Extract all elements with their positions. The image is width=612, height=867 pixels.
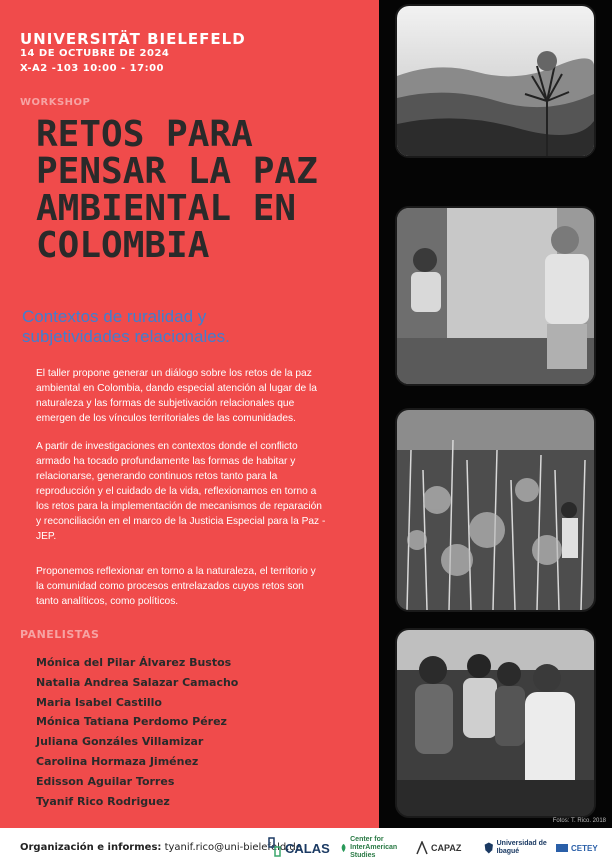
panelist-name: Tyanif Rico Rodriguez (36, 794, 170, 808)
landscape-photo (395, 4, 596, 158)
title-line: AMBIENTAL EN (36, 188, 297, 229)
paragraph-line: naturaleza y las formas de subjetivación relacionales que (36, 398, 295, 409)
calas-mark-icon (268, 837, 282, 859)
capaz-mark-icon (416, 841, 428, 855)
ibague-logo (484, 834, 548, 862)
paragraph-line: tanto analíticos, como políticos. (36, 596, 179, 607)
panelist-name: Mónica Tatiana Perdomo Pérez (36, 715, 227, 729)
women-portrait-photo (395, 206, 596, 386)
description-paragraph-2 (36, 439, 356, 544)
event-title (36, 116, 376, 264)
paragraph-line: JEP. (36, 531, 57, 542)
description-paragraph-1 (36, 366, 356, 426)
panelists-list (36, 653, 238, 811)
paragraph-line: la comunidad como procesos entrelazados cuyos retos son (36, 581, 304, 592)
description-paragraph-3 (36, 564, 356, 609)
panelist-name: Edisson Aguilar Torres (36, 774, 175, 788)
paragraph-line: El taller propone generar un diálogo sobre los retos de la paz (36, 368, 312, 379)
paragraph-line: Proponemos reflexionar en torno a la naturaleza, el territorio y (36, 566, 316, 577)
capaz-logo-text: CAPAZ (431, 842, 462, 853)
panelist-name: Maria Isabel Castillo (36, 695, 162, 709)
subtitle-line: subjetividades relacionales. (22, 327, 230, 346)
panelist-name: Natalia Andrea Salazar Camacho (36, 675, 239, 689)
footer (0, 828, 612, 867)
panelist-name: Mónica del Pilar Álvarez Bustos (36, 656, 232, 669)
title-line: COLOMBIA (36, 225, 210, 266)
paragraph-line: los retos para la implementación de mecanismos de reparación (36, 501, 322, 512)
workshop-label: WORKSHOP (20, 97, 91, 108)
calas-logo-text: CALAS (285, 840, 330, 856)
title-line: PENSAR LA PAZ (36, 151, 318, 192)
cias-logo-text: Center for InterAmerican Studies (350, 836, 398, 859)
contact-email[interactable]: tyanif.rico@uni-bielefeld.de (164, 842, 302, 853)
contact-info (20, 842, 302, 853)
paragraph-line: relacionarse, generando continuos retos tanto para la (36, 471, 278, 482)
cias-logo (340, 834, 406, 862)
community-meeting-photo (395, 628, 596, 818)
cetey-logo-text: CETEY (571, 843, 598, 853)
paragraph-line: reproducción y el cuidado de la vida, reflexionamos en torno a (36, 486, 317, 497)
cetey-logo (556, 834, 598, 862)
panelists-label: PANELISTAS (20, 628, 100, 641)
calas-logo (268, 834, 330, 862)
paragraph-line: y reconciliación en el marco de la Justicia Especial para la Paz - (36, 516, 326, 527)
paragraph-line: ambiental en Colombia, dando especial atención al lugar de la (36, 383, 317, 394)
contact-label: Organización e informes: (20, 842, 162, 853)
title-line: RETOS PARA (36, 114, 253, 155)
photo-credit: Fotos: T. Rico. 2018 (552, 818, 606, 824)
paragraph-line: armado ha tocado profundamente las formas de habitar y (36, 456, 296, 467)
panelist-name: Juliana Gonzáles Villamizar (36, 735, 204, 749)
capaz-logo (416, 834, 461, 862)
panelist-name: Carolina Hormaza Jiménez (36, 754, 199, 768)
photo-strip (379, 0, 612, 828)
paragraph-line: A partir de investigaciones en contextos donde el conflicto (36, 441, 298, 452)
event-date: 14 DE OCTUBRE DE 2024 (20, 48, 170, 59)
subtitle-line: Contextos de ruralidad y (22, 307, 207, 326)
cetey-mark-icon (556, 842, 568, 854)
university-name: UNIVERSITÄT BIELEFELD (20, 30, 246, 48)
event-subtitle (22, 307, 362, 347)
paragraph-line: emergen de los vínculos territoriales de las comunidades. (36, 413, 296, 424)
leaf-icon (340, 838, 347, 858)
field-plants-photo (395, 408, 596, 612)
event-room-time: X-A2 -103 10:00 - 17:00 (20, 63, 165, 74)
shield-icon (484, 839, 494, 857)
ibague-logo-text: Universidad de Ibagué (496, 840, 547, 855)
